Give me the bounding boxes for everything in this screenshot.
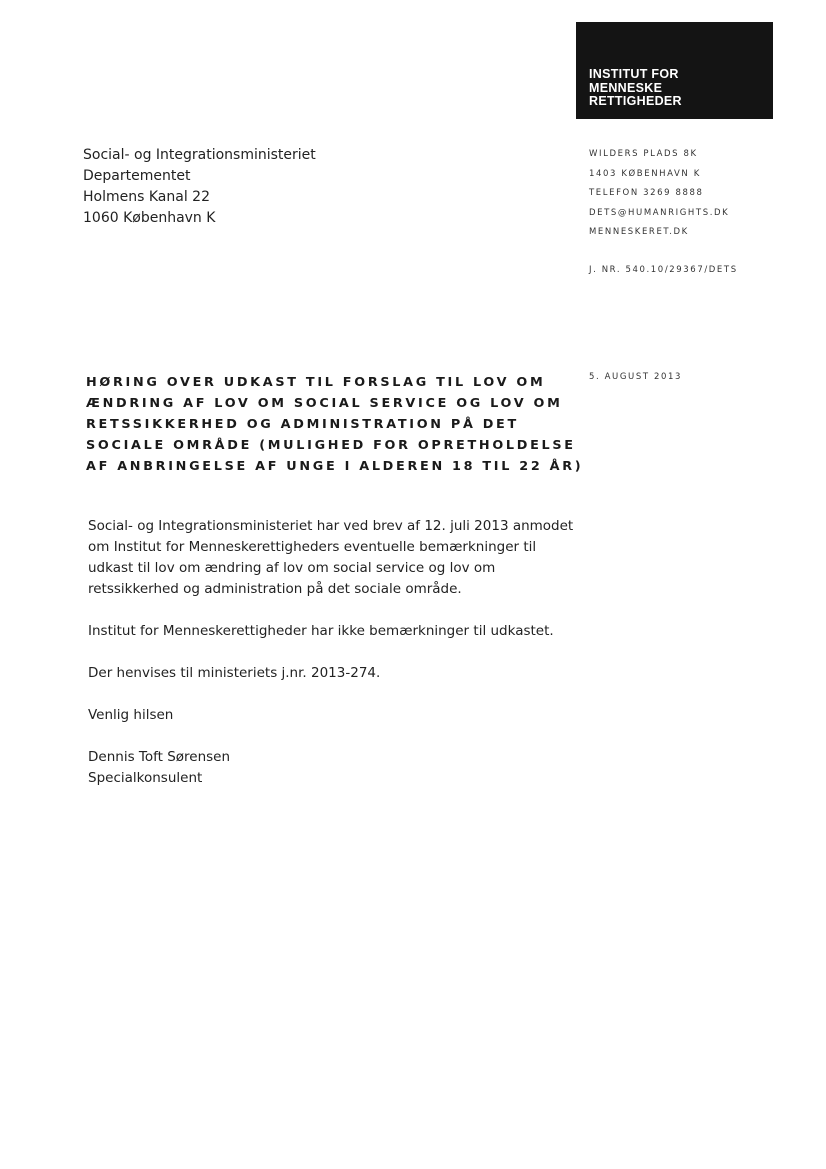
logo-line: INSTITUT FOR (589, 67, 679, 81)
sender-email: DETS@HUMANRIGHTS.DK (589, 207, 730, 218)
logo-text (589, 68, 682, 109)
logo-line: RETTIGHEDER (589, 94, 682, 108)
body-paragraph (88, 516, 588, 600)
signature-block (88, 747, 588, 789)
subject-line: SOCIALE OMRÅDE (MULIGHED FOR OPRETHOLDELSE (86, 438, 576, 453)
paragraph-line: om Institut for Menneskerettigheders eventuelle bemærkninger til (88, 539, 537, 555)
logo-line: MENNESKE (589, 80, 663, 95)
subject-line: HØRING OVER UDKAST TIL FORSLAG TIL LOV OM (86, 375, 546, 390)
signature-title: Specialkonsulent (88, 770, 203, 786)
letter-body (88, 516, 588, 789)
institute-logo (576, 22, 773, 119)
subject-line: ÆNDRING AF LOV OM SOCIAL SERVICE OG LOV OM (86, 396, 563, 411)
sender-postal-line: 1403 KØBENHAVN K (589, 168, 701, 179)
recipient-address (83, 145, 316, 229)
sender-address-line: WILDERS PLADS 8K (589, 149, 698, 159)
recipient-line: Social- og Integrationsministeriet (83, 147, 316, 163)
paragraph-line: udkast til lov om ændring af lov om social service og lov om (88, 560, 496, 576)
subject-line: AF ANBRINGELSE AF UNGE I ALDEREN 18 TIL 22 ÅR) (86, 459, 584, 474)
subject-line: RETSSIKKERHED OG ADMINISTRATION PÅ DET (86, 417, 519, 432)
recipient-line: 1060 København K (83, 210, 216, 226)
recipient-line: Holmens Kanal 22 (83, 189, 210, 205)
letter-date: 5. AUGUST 2013 (589, 372, 682, 382)
journal-number: J. NR. 540.10/29367/DETS (589, 264, 738, 275)
sender-phone: TELEFON 3269 8888 (589, 188, 704, 198)
letter-subject (86, 372, 586, 477)
recipient-line: Departementet (83, 168, 191, 184)
closing-greeting: Venlig hilsen (88, 707, 174, 723)
signature-name: Dennis Toft Sørensen (88, 749, 231, 765)
sender-website: MENNESKERET.DK (589, 227, 689, 237)
sender-contact-block (589, 145, 738, 280)
paragraph-line: retssikkerhed og administration på det sociale område. (88, 581, 462, 597)
body-paragraph: Der henvises til ministeriets j.nr. 2013-274. (88, 665, 381, 681)
body-paragraph: Institut for Menneskerettigheder har ikke bemærkninger til udkastet. (88, 623, 554, 639)
paragraph-line: Social- og Integrationsministeriet har ved brev af 12. juli 2013 anmodet (88, 518, 574, 534)
